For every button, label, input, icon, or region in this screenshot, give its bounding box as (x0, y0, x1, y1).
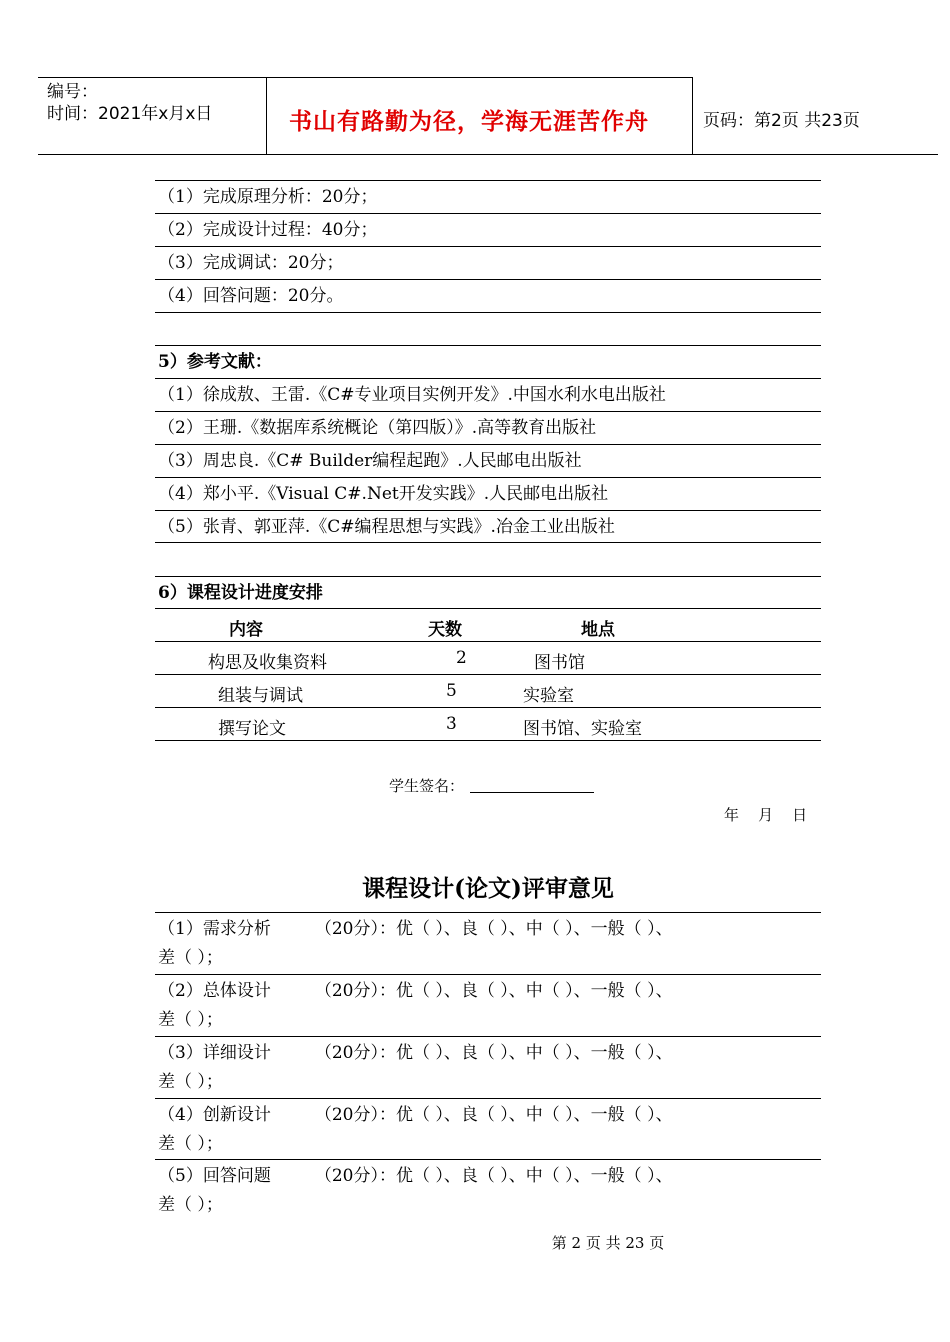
review-item (158, 1162, 818, 1220)
grading-item: （4）回答问题：20分。 (158, 286, 344, 306)
signature-date: 年 月 日 (724, 806, 808, 824)
grading-item: （3）完成调试：20分； (158, 253, 344, 273)
review-item (158, 1039, 818, 1097)
schedule-content: 构思及收集资料 (208, 653, 327, 673)
schedule-days: 5 (446, 681, 457, 701)
review-item-name: （2）总体设计 (158, 981, 271, 1001)
reference-item: （1）徐成敖、王雷.《C#专业项目实例开发》.中国水利水电出版社 (158, 385, 666, 405)
references-heading: 5）参考文献： (158, 352, 272, 372)
review-item-tail: 差（ ）； (158, 1134, 223, 1154)
review-item-criteria: （20分）：优（ ）、良（ ）、中（ ）、一般（ ）、 (314, 1166, 673, 1186)
review-item (158, 977, 818, 1035)
schedule-col-days: 天数 (428, 620, 462, 640)
reference-item: （5）张青、郭亚萍.《C#编程思想与实践》.冶金工业出版社 (158, 517, 615, 537)
schedule-place: 图书馆、实验室 (523, 719, 642, 739)
review-item-name: （1）需求分析 (158, 919, 271, 939)
review-item-tail: 差（ ）； (158, 1195, 223, 1215)
reference-item: （3）周忠良.《C# Builder编程起跑》.人民邮电出版社 (158, 451, 582, 471)
review-item-criteria: （20分）：优（ ）、良（ ）、中（ ）、一般（ ）、 (314, 1043, 673, 1063)
review-item-tail: 差（ ）； (158, 948, 223, 968)
schedule-place: 实验室 (523, 686, 574, 706)
reference-item: （4）郑小平.《Visual C#.Net开发实践》.人民邮电出版社 (158, 484, 609, 504)
reference-item: （2）王珊.《数据库系统概论（第四版）》.高等教育出版社 (158, 418, 597, 438)
review-item-criteria: （20分）：优（ ）、良（ ）、中（ ）、一般（ ）、 (314, 919, 673, 939)
schedule-content: 组装与调试 (218, 686, 303, 706)
review-item (158, 1101, 818, 1159)
grading-item: （1）完成原理分析：20分； (158, 187, 378, 207)
document-time-label: 时间：2021年x月x日 (47, 104, 213, 124)
schedule-content: 撰写论文 (218, 719, 286, 739)
review-item-tail: 差（ ）； (158, 1072, 223, 1092)
review-item-name: （3）详细设计 (158, 1043, 271, 1063)
schedule-col-content: 内容 (229, 620, 263, 640)
review-item-tail: 差（ ）； (158, 1010, 223, 1030)
signature-line (470, 792, 594, 793)
page-footer: 第 2 页 共 23 页 (551, 1234, 665, 1252)
review-title: 课程设计(论文)评审意见 (362, 875, 614, 902)
review-item-criteria: （20分）：优（ ）、良（ ）、中（ ）、一般（ ）、 (314, 1105, 673, 1125)
review-item-name: （4）创新设计 (158, 1105, 271, 1125)
schedule-heading: 6）课程设计进度安排 (158, 583, 323, 603)
grading-item: （2）完成设计过程：40分； (158, 220, 378, 240)
header-page-number: 页码：第2页 共23页 (703, 111, 860, 131)
document-number-label: 编号： (47, 82, 98, 102)
schedule-days: 3 (446, 714, 457, 734)
review-item (158, 915, 818, 973)
schedule-place: 图书馆 (534, 653, 585, 673)
student-signature-label: 学生签名： (389, 777, 465, 795)
header-motto: 书山有路勤为径，学海无涯苦作舟 (289, 108, 649, 135)
schedule-days: 2 (456, 648, 467, 668)
schedule-col-place: 地点 (581, 620, 615, 640)
review-item-criteria: （20分）：优（ ）、良（ ）、中（ ）、一般（ ）、 (314, 981, 673, 1001)
review-item-name: （5）回答问题 (158, 1166, 271, 1186)
